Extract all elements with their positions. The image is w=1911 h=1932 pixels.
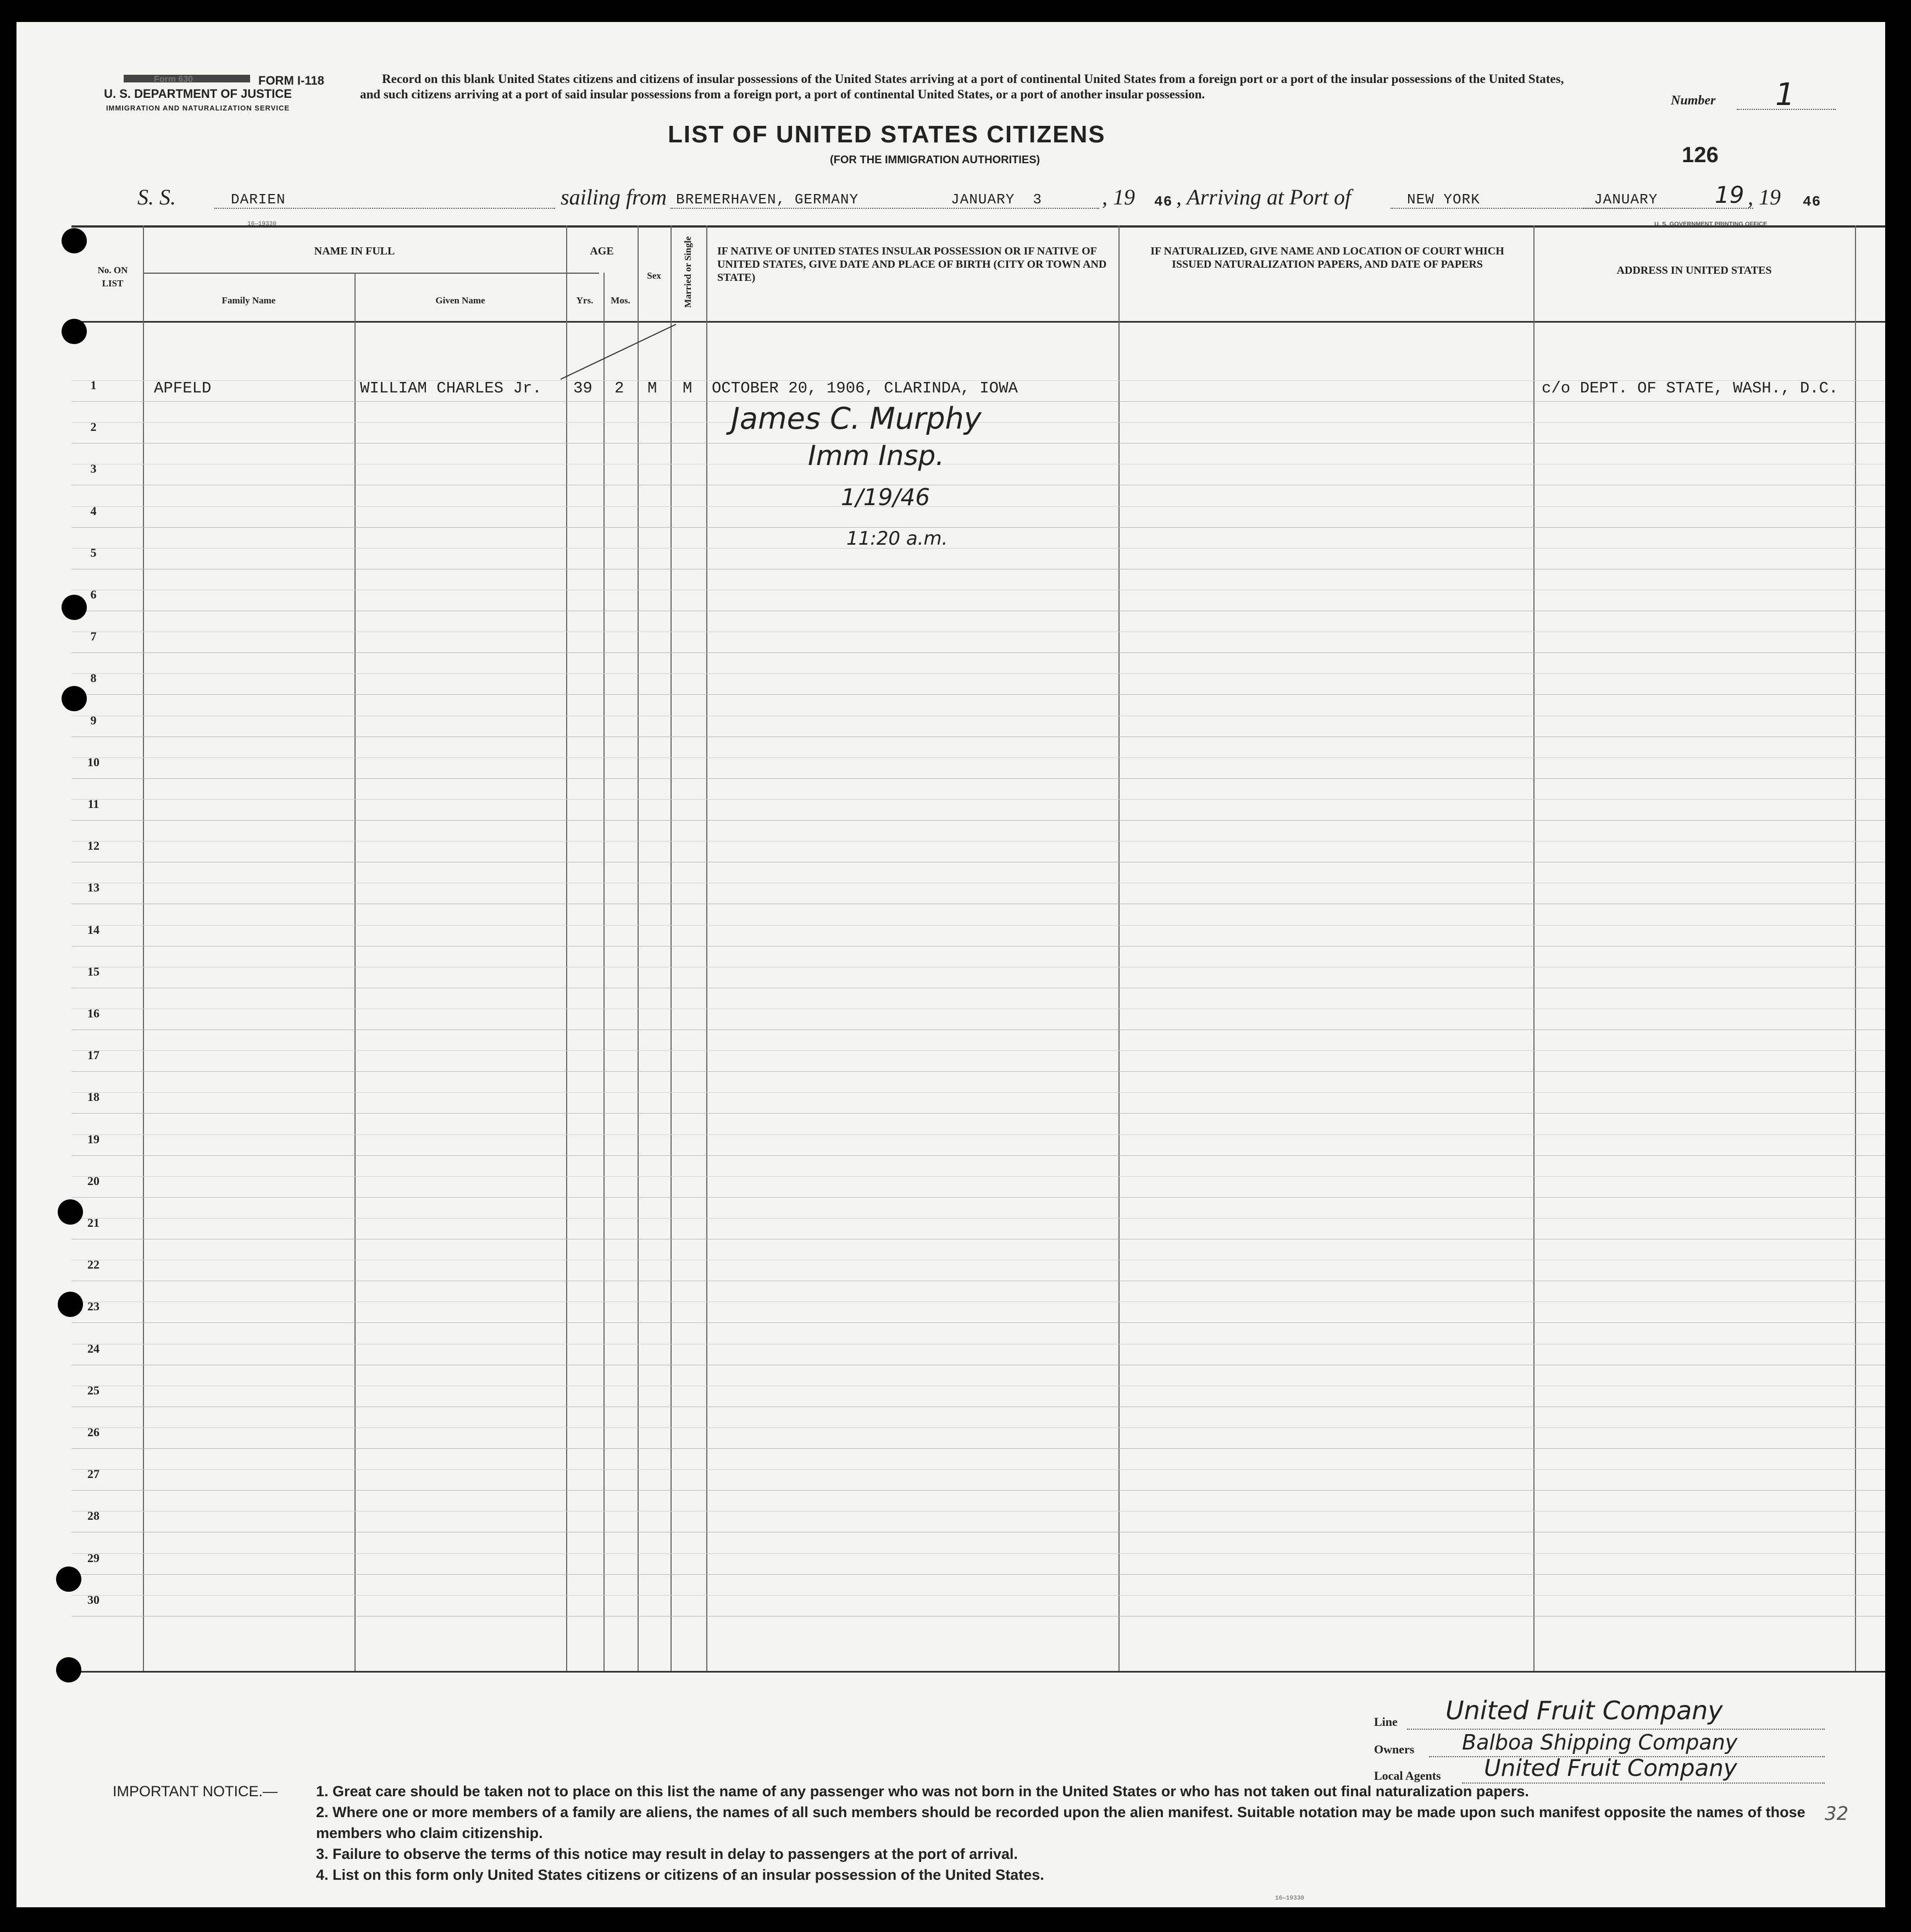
row-subline: [71, 799, 1885, 800]
line-underline: [1407, 1729, 1825, 1730]
line-value: United Fruit Company: [1445, 1696, 1723, 1725]
row-line: [71, 527, 1885, 528]
header-months: Mos.: [611, 295, 630, 306]
row-number: 23: [87, 1299, 99, 1314]
row-line: [71, 1197, 1885, 1198]
sailing-label: sailing from: [561, 185, 667, 209]
header-birth: IF NATIVE OF UNITED STATES INSULAR POSSESSION OR IF NATIVE OF UNITED STATES, GIVE DATE AND PLACE OF BIRTH (CITY OR TOWN AND STATE): [717, 245, 1107, 284]
header-bottom-border: [71, 321, 1885, 323]
row-number: 21: [87, 1216, 99, 1230]
table-top-border: [71, 225, 1885, 228]
pen-stroke: [555, 319, 682, 385]
page-title: LIST OF UNITED STATES CITIZENS: [668, 121, 1106, 148]
service-name: IMMIGRATION AND NATURALIZATION SERVICE: [106, 104, 290, 112]
inspector-title: Imm Insp.: [808, 440, 945, 472]
row-subline: [71, 1218, 1885, 1219]
row-line: [71, 694, 1885, 695]
col-divider: [354, 273, 356, 1671]
row-number: 20: [87, 1173, 99, 1188]
row-number: 10: [87, 755, 99, 769]
name-subheader-line: [143, 273, 599, 274]
agents-label: Local Agents: [1374, 1769, 1441, 1782]
notice-3: 3. Failure to observe the terms of this notice may result in delay to passengers at the port of arrival.: [316, 1846, 1018, 1862]
col-divider: [1118, 225, 1120, 1671]
row-subline: [71, 1427, 1885, 1428]
col-divider: [638, 225, 639, 1671]
row-subline: [71, 1134, 1885, 1135]
col-divider: [671, 225, 672, 1671]
row-line: [71, 652, 1885, 653]
col-divider: [566, 225, 567, 1671]
row-number: 27: [87, 1467, 99, 1481]
row-subline: [71, 1553, 1885, 1554]
row1-marital-status: M: [683, 379, 693, 397]
header-age: AGE: [590, 245, 614, 257]
inspector-signature: James C. Murphy: [731, 401, 982, 436]
notice-heading: IMPORTANT NOTICE.—: [113, 1783, 278, 1800]
departure-date: JANUARY 3: [951, 191, 1043, 208]
row-subline: [71, 1511, 1885, 1512]
row-subline: [71, 1595, 1885, 1596]
row-number: 22: [87, 1258, 99, 1272]
row-number: 5: [90, 545, 97, 560]
row1-age-years: 39: [573, 379, 592, 397]
col-divider: [143, 225, 144, 1671]
row-line: [71, 1029, 1885, 1030]
row1-given-name: WILLIAM CHARLES Jr.: [360, 379, 542, 397]
print-code-right: U. S. GOVERNMENT PRINTING OFFICE: [1654, 221, 1768, 228]
punch-hole: [56, 1657, 81, 1682]
row-number: 28: [87, 1509, 99, 1523]
inspection-time: 11:20 a.m.: [846, 528, 948, 550]
row-number: 30: [87, 1592, 99, 1607]
departure-year: 46: [1154, 193, 1173, 210]
row-subline: [71, 1176, 1885, 1177]
row-number: 1: [90, 378, 97, 392]
arrival-year: 46: [1803, 193, 1821, 210]
row-subline: [71, 1050, 1885, 1051]
row-line: [71, 1071, 1885, 1072]
header-sex: Sex: [647, 270, 661, 281]
row-subline: [71, 1092, 1885, 1093]
col-divider: [603, 273, 605, 1671]
punch-hole: [62, 319, 87, 344]
row-number: 18: [87, 1090, 99, 1104]
row-subline: [71, 757, 1885, 758]
department-name: U. S. DEPARTMENT OF JUSTICE: [104, 87, 292, 101]
page-number: 126: [1682, 143, 1719, 167]
header-given-name: Given Name: [435, 295, 485, 306]
row-subline: [71, 673, 1885, 674]
header-name-in-full: NAME IN FULL: [314, 245, 395, 257]
col-divider: [1855, 225, 1856, 1671]
row-subline: [71, 1469, 1885, 1470]
row-number: 29: [87, 1551, 99, 1565]
form-number: FORM I-118: [258, 74, 324, 87]
notice-2: 2. Where one or more members of a family are aliens, the names of all such members should be recorded upon the alien manifest. Suitable notation may be made upon such manifest opposite the names of those members who claim citizenship.: [316, 1804, 1805, 1841]
page-subtitle: (FOR THE IMMIGRATION AUTHORITIES): [830, 154, 1040, 166]
header-naturalized: IF NATURALIZED, GIVE NAME AND LOCATION OF COURT WHICH ISSUED NATURALIZATION PAPERS, AND DATE OF PAPERS: [1150, 245, 1504, 270]
notice-1: 1. Great care should be taken not to place on this list the name of any passenger who was not born in the United States or who has not taken out final naturalization papers.: [316, 1783, 1529, 1800]
line-label: Line: [1374, 1715, 1398, 1729]
number-label: Number: [1671, 93, 1716, 108]
ship-name: DARIEN: [231, 191, 286, 208]
arrival-day: 19: [1715, 181, 1744, 208]
department-block: [82, 87, 313, 115]
row-number: 7: [90, 629, 97, 644]
row-number: 6: [90, 588, 97, 601]
row-number: 9: [90, 713, 97, 727]
row-number: 25: [87, 1383, 99, 1397]
number-value: 1: [1775, 77, 1795, 113]
agents-value: United Fruit Company: [1484, 1754, 1737, 1781]
struck-form-label: Form 630: [154, 75, 193, 84]
row-number: 11: [87, 797, 99, 811]
row-number: 16: [87, 1006, 99, 1020]
row-number: 15: [87, 964, 99, 978]
row-subline: [71, 506, 1885, 507]
passenger-table: [71, 225, 1885, 1665]
owners-value: Balboa Shipping Company: [1462, 1730, 1738, 1754]
row-subline: [71, 548, 1885, 549]
punch-hole: [62, 595, 87, 620]
row-number: 2: [90, 420, 97, 434]
margin-note: 32: [1825, 1803, 1849, 1825]
row1-address: c/o DEPT. OF STATE, WASH., D.C.: [1542, 379, 1838, 397]
row1-sex: M: [647, 379, 657, 397]
header-no-on-list: No. ON LIST: [97, 265, 128, 289]
row-line: [71, 1155, 1885, 1156]
row-number: 17: [87, 1048, 99, 1062]
age-subheader-line: [566, 273, 599, 274]
row-line: [71, 1448, 1885, 1449]
row-number: 14: [87, 922, 99, 937]
print-code-left: 16—19330: [247, 221, 276, 228]
row-line: [71, 1574, 1885, 1575]
row1-birth: OCTOBER 20, 1906, CLARINDA, IOWA: [712, 379, 1018, 397]
arrival-year-prefix: , 19: [1748, 185, 1781, 209]
row1-family-name: APFELD: [154, 379, 212, 397]
notice-list: [316, 1781, 1833, 1885]
arriving-label: , Arriving at Port of: [1176, 185, 1351, 209]
row-number: 24: [87, 1341, 99, 1355]
inspection-date: 1/19/46: [841, 484, 930, 511]
row-number: 8: [90, 671, 97, 685]
row-number: 12: [87, 839, 99, 853]
header-years: Yrs.: [576, 295, 594, 306]
table-bottom-border: [71, 1671, 1885, 1673]
row1-age-months: 2: [614, 379, 624, 397]
instructions-text: Record on this blank United States citizens and citizens of insular possessions of the United States arriving at a port of continental United States from a foreign port or a port of the insular possessions of the United States, and such citizens arriving at a port of said insular possessions from a foreign port, a port of continental United States, or a port of another insular possession.: [360, 72, 1564, 101]
punch-hole: [62, 686, 87, 711]
manifest-page: [16, 22, 1885, 1907]
header-family-name: Family Name: [221, 295, 276, 306]
row-line: [71, 1322, 1885, 1323]
row-number: 13: [87, 881, 99, 895]
row-line: [71, 1616, 1885, 1617]
row-subline: [71, 841, 1885, 842]
notice-4: 4. List on this form only United States citizens or citizens of an insular possession of the United States.: [316, 1867, 1044, 1883]
row-number: 4: [90, 503, 97, 518]
col-divider: [1533, 225, 1535, 1671]
row-line: [71, 778, 1885, 779]
departure-port: BREMERHAVEN, GERMANY: [676, 191, 859, 208]
row-line: [71, 1113, 1885, 1114]
row-line: [71, 820, 1885, 821]
departure-underline: [671, 208, 1099, 209]
arrival-month: JANUARY: [1594, 191, 1658, 208]
row-subline: [71, 925, 1885, 926]
row-line: [71, 1490, 1885, 1491]
header-address: ADDRESS IN UNITED STATES: [1616, 264, 1772, 276]
col-divider: [706, 225, 707, 1671]
punch-hole: [62, 228, 87, 253]
row-line: [71, 443, 1885, 444]
row-number: 3: [90, 462, 97, 476]
ss-label: S. S.: [137, 185, 176, 209]
arrival-date-underline: [1583, 208, 1753, 209]
row-number: 19: [87, 1132, 99, 1146]
departure-year-prefix: , 19: [1102, 185, 1135, 209]
owners-label: Owners: [1374, 1742, 1415, 1756]
ship-underline: [214, 208, 555, 209]
arrival-port: NEW YORK: [1407, 191, 1480, 208]
punch-hole: [58, 1292, 83, 1317]
header-married-single: Married or Single: [683, 236, 693, 308]
punch-hole: [56, 1566, 81, 1592]
punch-hole: [58, 1199, 83, 1225]
footer-print-code: 16—19330: [1275, 1895, 1304, 1902]
row-number: 26: [87, 1425, 99, 1439]
